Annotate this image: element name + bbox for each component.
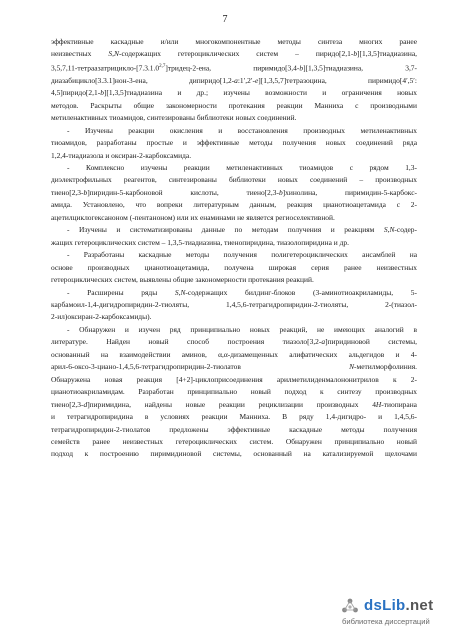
text-line: - Комплексно изучены реакции метиленактивных тиоамидов с рядом 1,3- [67,163,417,173]
page-number: 7 [222,14,228,25]
text-line: тиоамидов, разработаны простые и эффективные методы получения новых соединений ряда [51,138,417,148]
text-line: 1,2,4-тиадиазола и оксиран-2-карбоксамида. [51,150,192,160]
text-line: 3,5,7,11-тетраазатрицикло-[7.3.1.0$^{2,7}$]тридец-2-ена, пиримидо[3,4-b][1,3,5]тиадиазина, 3,7- [51,63,417,73]
text-line: - Расширены ряды S,N-содержащих билдинг-блоков (3-аминотиоакриламиды, 5- [67,287,417,297]
watermark-brand: dsLib.net [364,597,434,614]
text-line: методов. Раскрыты общие закономерности протекания реакции Манниха с производными [51,100,417,110]
text-line: - Разработаны каскадные методы получения полигетероциклических ансамблей на [67,250,417,260]
watermark-caption: библиотека диссертаций [342,617,430,626]
text-line: основанный на взаимодействии аминов, α,α-дизамещенных алифатических альдегидов и 4- [51,349,417,359]
text-line: ацетилциклогексаноном (-пентаноном) или их енаминами не является региоселективной. [51,212,335,222]
text-line: метиленактивных тиоамидов, синтезированы библиотеки новых соединений. [51,113,297,123]
text-line: - Изучены реакции окисления и восстановления производных метиленактивных [67,125,417,135]
text-line: карбамоил-1,4-дигидропиридин-2-тиоляты, 1,4,5,6-тетрагидропиридин-2-тиоляты, 2-(тиазол- [51,300,417,309]
document-body [51,36,417,461]
text-line: тиено[2,3-b]пиридин-5-карбоновой кислоты, тиено[2,3-b]хинолина, пиримидин-5-карбокс- [51,187,417,197]
text-line: 2-ил)оксиран-2-карбоксамиды). [51,312,152,322]
text-line: неизвестных S,N-содержащих гетероциклических систем – пиридо[2,1-b][1,3,5]тиадиазина, [51,49,417,59]
text-line: основе производных цианотиоацетамида, получена широкая серия ранее неизвестных [51,262,417,272]
text-line: 4,5]пиридо[2,1-b][1,3,5]тиадиазина и др.; изучены возможности и ограничения новых [51,88,417,98]
text-line: тиено[2,3-d]пиримидина, найдены новые реакции рециклизации производных 4H-тиопирана [51,399,417,409]
text-line: диазабицикло[3.3.1]нон-3-ена, дипиридо[1,2-a:1′,2′-e][1,3,5,7]тетразоцина, пиримидо[4′,5′: [51,75,417,85]
text-line: семейств ранее неизвестных гетероциклических систем. Обнаружен принципиально новый [51,436,417,446]
text-line: арил-6-оксо-3-циано-1,4,5,6-тетрагидропиридин-2-тиолатов N-метилморфолиния. [51,362,417,372]
text-line: - Изучены и систематизированы данные по методам получения и реакциям S,N-содер- [67,225,417,235]
text-line: диэлектрофильных реагентов, синтезированы библиотеки новых соединений – производных [51,175,417,185]
watermark [340,595,440,631]
text-line: цианотиоакриламидам. Разработан принципиально новый подход к синтезу производных [51,387,417,397]
dslib-logo-icon [340,597,360,617]
text-line: эффективные каскадные и/или многокомпонентные методы синтеза многих ранее [51,37,417,46]
text-line: - Обнаружен и изучен ряд принципиально новых реакций, не имеющих аналогий в [67,324,417,334]
text-line: амида. Установлено, что вопреки литературным данным, реакция цианотиоацетамида с 2- [51,200,417,210]
text-line: и тетрагидропиридина в условиях реакции Манниха. В ряду 1,4-дигидро- и 1,4,5,6- [51,412,417,422]
text-line: литературе. Найден новый способ построения тиазоло[3,2-a]пиридиновой системы, [51,337,417,347]
text-line: Обнаружена новая реакция [4+2]-циклоприсоединения арилметилиденмалононитрилов к 2- [51,374,417,384]
text-line: жащих гетероциклических систем – 1,3,5-тиадиазина, тиенопиридина, тиазолопиридина и др. [51,237,349,247]
text-line: подход к построению пиримидиновой системы, основанный на катализируемой щелочами [51,449,417,459]
text-line: тетрагидропиридин-2-тиолатов предложены эффективные каскадные методы получения [51,424,417,434]
text-line: гетероциклических систем, выявлены общие закономерности протекания реакций. [51,275,314,285]
